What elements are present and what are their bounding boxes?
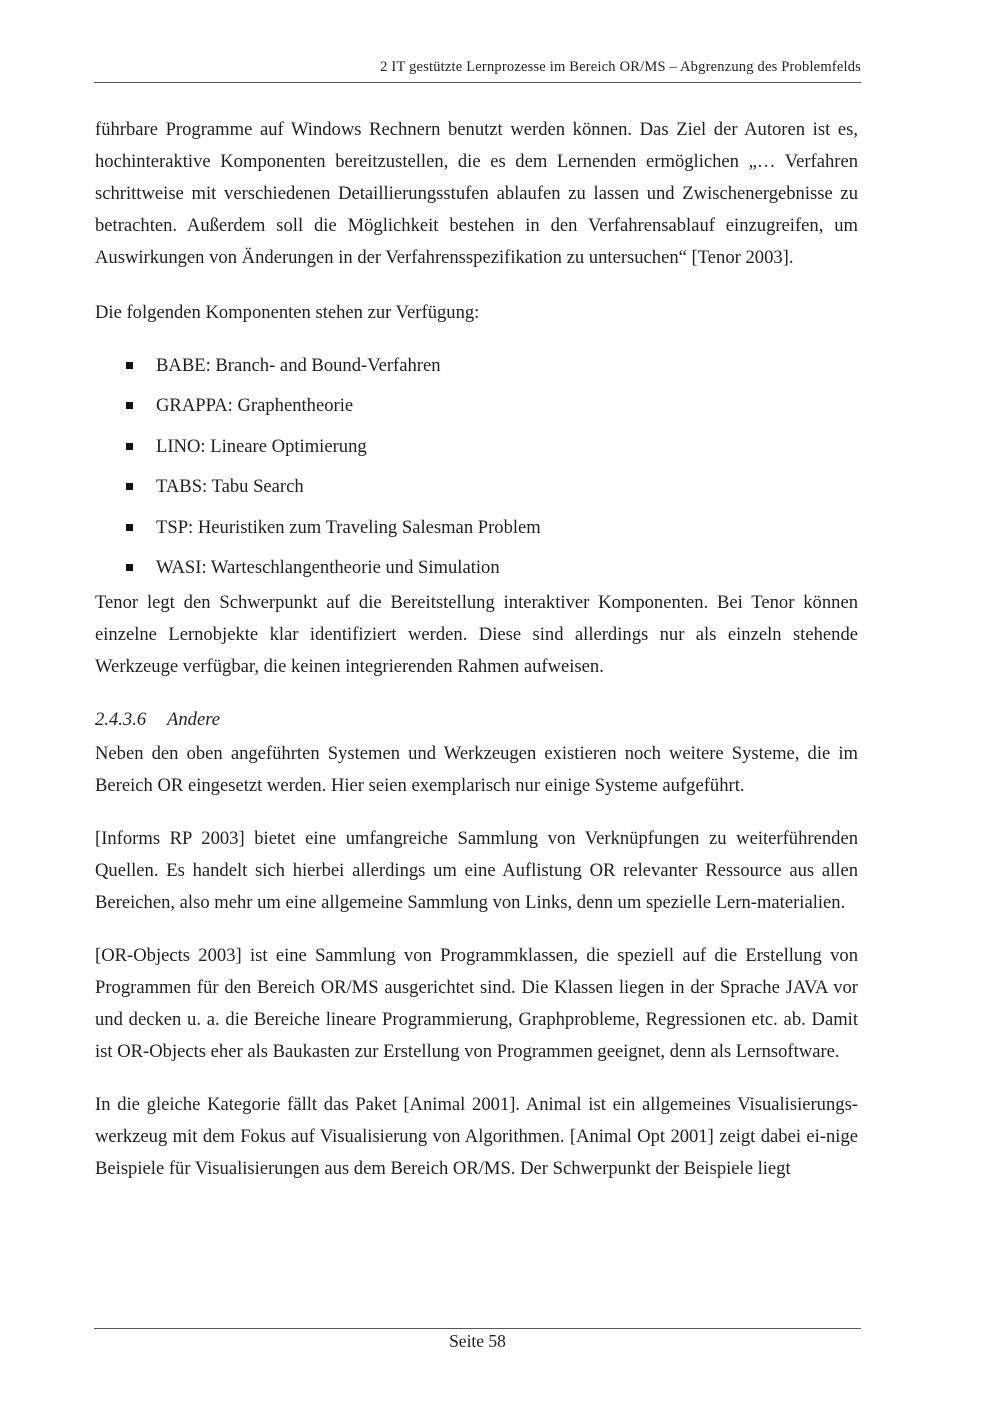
- paragraph-3: Tenor legt den Schwerpunkt auf die Bereitstellung interaktiver Komponenten. Bei Tenor können einzelne Lernobjekte klar identifiziert werden. Diese sind allerdings nur als einzeln stehende Werkzeuge verfügbar, die keinen integrierenden Rahmen aufweisen.: [95, 592, 858, 678]
- list-item: [95, 552, 858, 592]
- square-bullet-icon: [126, 564, 133, 571]
- square-bullet-icon: [126, 483, 133, 490]
- list-item: [95, 512, 858, 552]
- paragraph-7: In die gleiche Kategorie fällt das Paket [Animal 2001]. Animal ist ein allgemeines Visualisierungs-werkzeug mit dem Fokus auf Visualisierung von Algorithmen. [Animal Opt 2001] zeigt dabei ei-nige Beispiele für Visualisierungen aus dem Bereich OR/MS. Der Schwerpunkt der Beispiele liegt: [95, 1094, 858, 1180]
- list-item: [95, 431, 858, 471]
- list-item-text: LINO: Lineare Optimierung: [156, 435, 367, 457]
- running-header: 2 IT gestützte Lernprozesse im Bereich OR/MS – Abgrenzung des Problemfelds: [380, 59, 861, 75]
- square-bullet-icon: [126, 443, 133, 450]
- square-bullet-icon: [126, 362, 133, 369]
- list-item: [95, 350, 858, 390]
- square-bullet-icon: [126, 402, 133, 409]
- list-item-text: TABS: Tabu Search: [156, 476, 304, 498]
- header-rule: [94, 82, 861, 83]
- paragraph-1: führbare Programme auf Windows Rechnern benutzt werden können. Das Ziel der Autoren ist es, hochinteraktive Komponenten bereitzustellen, die es dem Lernenden ermöglichen „… Verfahren schrittweise mit verschiedenen Detaillierungsstufen ablaufen zu lassen und Zwischenergebnisse zu betrachten. Außerdem soll die Möglichkeit bestehen in den Verfahrensablauf einzugreifen, um Auswirkungen von Änderungen in der Verfahrensspezifikation zu untersuchen“ [Tenor 2003].: [95, 119, 858, 268]
- list-item-text: BABE: Branch- and Bound-Verfahren: [156, 355, 441, 376]
- list-item: [95, 471, 858, 511]
- list-item-text: GRAPPA: Graphentheorie: [156, 395, 354, 417]
- body-text: [95, 114, 858, 1185]
- paragraph-5: [Informs RP 2003] bietet eine umfangreiche Sammlung von Verknüpfungen zu weiterführenden Quellen. Es handelt sich hierbei allerdings um eine Auflistung OR relevanter Ressource aus allen Bereichen, also mehr um eine allgemeine Sammlung von Links, denn um spezielle Lern-materialien.: [95, 828, 858, 914]
- paragraph-2: Die folgenden Komponenten stehen zur Verfügung:: [95, 302, 480, 323]
- list-item: [95, 390, 858, 430]
- paragraph-6: [OR-Objects 2003] ist eine Sammlung von Programmklassen, die speziell auf die Erstellung von Programmen für den Bereich OR/MS ausgerichtet sind. Die Klassen liegen in der Sprache JAVA vor und decken u. a. die Bereiche lineare Programmierung, Graphprobleme, Regressionen etc. ab. Damit ist OR-Objects eher als Baukasten zur Erstellung von Programmen geeignet, denn als Lernsoftware.: [95, 945, 858, 1063]
- footer-rule: [94, 1328, 861, 1329]
- list-item-text: WASI: Warteschlangentheorie und Simulation: [156, 556, 500, 578]
- page-number: Seite 58: [449, 1331, 506, 1351]
- section-title: Andere: [167, 709, 221, 731]
- list-item-text: TSP: Heuristiken zum Traveling Salesman Problem: [156, 516, 541, 538]
- paragraph-4: Neben den oben angeführten Systemen und Werkzeugen existieren noch weitere Systeme, die im Bereich OR eingesetzt werden. Hier seien exemplarisch nur einige Systeme aufgeführt.: [95, 743, 858, 797]
- section-number: 2.4.3.6: [95, 709, 147, 731]
- square-bullet-icon: [126, 524, 133, 531]
- component-list: [95, 350, 858, 592]
- section-heading: [95, 704, 858, 736]
